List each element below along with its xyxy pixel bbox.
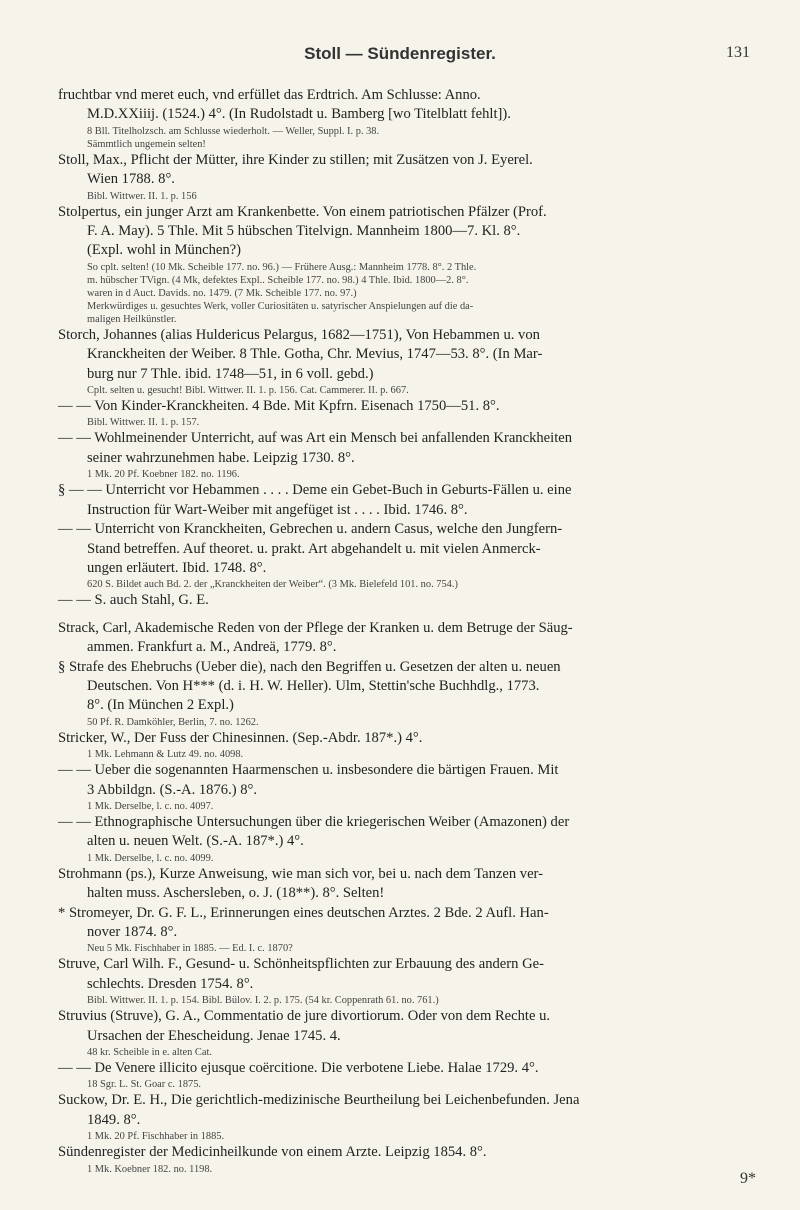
- entry-heading-line: Strack, Carl, Akademische Reden von der Pflege der Kranken u. dem Betruge der Säug-: [58, 619, 573, 636]
- entry-heading-line: § — — Unterricht vor Hebammen . . . . Deme ein Gebet-Buch in Geburts-Fällen u. eine: [58, 482, 572, 499]
- bibliography-entry: [58, 203, 778, 326]
- entry-continuation-line: Ursachen der Ehescheidung. Jenae 1745. 4.: [87, 1027, 341, 1044]
- entry-note: waren in d Auct. Davids. no. 1479. (7 Mk. Scheible 177. no. 97.): [87, 287, 357, 299]
- entry-note: Sämmtlich ungemein selten!: [87, 138, 206, 150]
- entry-continuation-line: burg nur 7 Thle. ibid. 1748—51, in 6 voll. gebd.): [87, 365, 374, 382]
- entry-heading-line: Suckow, Dr. E. H., Die gerichtlich-medizinische Beurtheilung bei Leichenbefunden. Jena: [58, 1092, 580, 1109]
- bibliography-entry: [58, 481, 778, 520]
- entry-heading-line: — — Von Kinder-Kranckheiten. 4 Bde. Mit Kpfrn. Eisenach 1750—51. 8°.: [58, 398, 500, 415]
- entry-note: Merkwürdiges u. gesuchtes Werk, voller Curiositäten u. satyrischer Anspielungen auf die da-: [87, 300, 474, 312]
- bibliography-entry: [58, 729, 778, 761]
- bibliography-entry: [58, 904, 778, 956]
- bibliography-entry: [58, 865, 778, 904]
- bibliography-entry: [58, 520, 778, 591]
- bibliography-entry: [58, 1143, 778, 1175]
- entry-continuation-line: halten muss. Aschersleben, o. J. (18**). 8°. Selten!: [87, 885, 385, 902]
- bibliography-entry: [58, 397, 778, 429]
- entry-note: Bibl. Wittwer. II. 1. p. 154. Bibl. Bülov. I. 2. p. 175. (54 kr. Coppenrath 61. no. 761.): [87, 995, 439, 1007]
- entry-continuation-line: (Expl. wohl in München?): [87, 242, 242, 259]
- bibliography-entries: [58, 86, 778, 1176]
- entry-note: 8 Bll. Titelholzsch. am Schlusse wiederholt. — Weller, Suppl. I. p. 38.: [87, 125, 380, 137]
- entry-note: 1 Mk. Derselbe, l. c. no. 4097.: [87, 800, 214, 812]
- entry-heading-line: Sündenregister der Medicinheilkunde von einem Arzte. Leipzig 1854. 8°.: [58, 1144, 487, 1161]
- bibliography-entry: [58, 1007, 778, 1059]
- entry-note: 1 Mk. 20 Pf. Fischhaber in 1885.: [87, 1131, 225, 1143]
- entry-note: 18 Sgr. L. St. Goar c. 1875.: [87, 1079, 202, 1091]
- entry-continuation-line: Wien 1788. 8°.: [87, 171, 175, 188]
- entry-continuation-line: ungen erläutert. Ibid. 1748. 8°.: [87, 559, 267, 576]
- entry-heading-line: — — Ueber die sogenannten Haarmenschen u. insbesondere die bärtigen Frauen. Mit: [58, 762, 559, 779]
- bibliography-entry: [58, 658, 778, 729]
- running-head: Stoll — Sündenregister.: [304, 44, 496, 63]
- entry-heading-line: — — S. auch Stahl, G. E.: [58, 592, 209, 609]
- entry-note: So cplt. selten! (10 Mk. Scheible 177. no. 96.) — Frühere Ausg.: Mannheim 1778. 8°. 2 Thle.: [87, 261, 477, 273]
- entry-heading-line: — — Wohlmeinender Unterricht, auf was Art ein Mensch bei anfallenden Kranckheiten: [58, 430, 573, 447]
- entry-continuation-line: Stand betreffen. Auf theoret. u. prakt. Art abgehandelt u. mit vielen Anmerck-: [87, 540, 541, 557]
- entry-note: Neu 5 Mk. Fischhaber in 1885. — Ed. I. c. 1870?: [87, 943, 293, 955]
- bibliography-entry: [58, 619, 778, 658]
- bibliography-entry: [58, 1091, 778, 1143]
- entry-note: 620 S. Bildet auch Bd. 2. der „Kranckheiten der Weiber“. (3 Mk. Bielefeld 101. no. 754.): [87, 579, 458, 591]
- entry-note: 1 Mk. 20 Pf. Koebner 182. no. 1196.: [87, 469, 240, 481]
- signature-mark: 9*: [740, 1170, 756, 1187]
- entry-continuation-line: M.D.XXiiij. (1524.) 4°. (In Rudolstadt u. Bamberg [wo Titelblatt fehlt]).: [87, 106, 511, 123]
- entry-continuation-line: alten u. neuen Welt. (S.-A. 187*.) 4°.: [87, 833, 304, 850]
- entry-heading-line: Struve, Carl Wilh. F., Gesund- u. Schönheitspflichten zur Erbauung des andern Ge-: [58, 956, 544, 973]
- entry-note: 1 Mk. Koebner 182. no. 1198.: [87, 1163, 213, 1175]
- entry-note: maligen Heilkünstler.: [87, 313, 177, 325]
- bibliography-entry: [58, 955, 778, 1007]
- entry-note: m. hübscher TVign. (4 Mk, defektes Expl.. Scheible 177. no. 98.) 4 Thle. Ibid. 1800—2. 8°.: [87, 274, 469, 286]
- entry-note: 48 kr. Scheible in e. alten Cat.: [87, 1047, 212, 1059]
- bibliography-entry: [58, 813, 778, 865]
- entry-note: Bibl. Wittwer. II. 1. p. 156: [87, 190, 197, 202]
- entry-continuation-line: Deutschen. Von H*** (d. i. H. W. Heller). Ulm, Stettin'sche Buchhdlg., 1773.: [87, 677, 540, 694]
- entry-continuation-line: F. A. May). 5 Thle. Mit 5 hübschen Titelvign. Mannheim 1800—7. Kl. 8°.: [87, 223, 521, 240]
- entry-heading-line: fruchtbar vnd meret euch, vnd erfüllet das Erdtrich. Am Schlusse: Anno.: [58, 87, 481, 103]
- page-number: 131: [726, 44, 750, 61]
- bibliography-entry: [58, 1059, 778, 1091]
- entry-continuation-line: 1849. 8°.: [87, 1111, 141, 1128]
- entry-heading-line: — — De Venere illicito ejusque coërcitione. Die verbotene Liebe. Halae 1729. 4°.: [58, 1060, 539, 1077]
- entry-continuation-line: seiner wahrzunehmen habe. Leipzig 1730. 8°.: [87, 449, 355, 466]
- entry-note: Bibl. Wittwer. II. 1. p. 157.: [87, 417, 200, 429]
- bibliography-entry: [58, 326, 778, 397]
- entry-heading-line: Stoll, Max., Pflicht der Mütter, ihre Kinder zu stillen; mit Zusätzen von J. Eyerel.: [58, 151, 533, 168]
- entry-continuation-line: Instruction für Wart-Weiber mit angefüget ist . . . . Ibid. 1746. 8°.: [87, 501, 468, 518]
- entry-note: 1 Mk. Lehmann & Lutz 49. no. 4098.: [87, 749, 244, 761]
- entry-heading-line: Stricker, W., Der Fuss der Chinesinnen. (Sep.-Abdr. 187*.) 4°.: [58, 729, 423, 746]
- entry-continuation-line: 3 Abbildgn. (S.-A. 1876.) 8°.: [87, 781, 258, 798]
- entry-heading-line: — — Unterricht von Kranckheiten, Gebrechen u. andern Casus, welche den Jungfern-: [58, 521, 563, 538]
- entry-spacer: [58, 611, 778, 619]
- entry-heading-line: * Stromeyer, Dr. G. F. L., Erinnerungen eines deutschen Arztes. 2 Bde. 2 Aufl. Han-: [58, 904, 549, 921]
- entry-continuation-line: schlechts. Dresden 1754. 8°.: [87, 975, 254, 992]
- entry-heading-line: Struvius (Struve), G. A., Commentatio de jure divortiorum. Oder von dem Rechte u.: [58, 1008, 551, 1025]
- entry-continuation-line: ammen. Frankfurt a. M., Andreä, 1779. 8°.: [87, 639, 337, 656]
- entry-note: 50 Pf. R. Damköhler, Berlin, 7. no. 1262.: [87, 716, 259, 728]
- entry-continuation-line: Kranckheiten der Weiber. 8 Thle. Gotha, Chr. Mevius, 1747—53. 8°. (In Mar-: [87, 346, 543, 363]
- entry-heading-line: § Strafe des Ehebruchs (Ueber die), nach den Begriffen u. Gesetzen der alten u. neuen: [58, 658, 561, 675]
- bibliography-entry: [58, 429, 778, 481]
- entry-continuation-line: 8°. (In München 2 Expl.): [87, 697, 234, 714]
- bibliography-entry: [58, 591, 778, 610]
- bibliography-entry: [58, 86, 778, 151]
- entry-heading-line: Stolpertus, ein junger Arzt am Krankenbette. Von einem patriotischen Pfälzer (Prof.: [58, 203, 547, 220]
- entry-note: Cplt. selten u. gesucht! Bibl. Wittwer. II. 1. p. 156. Cat. Cammerer. II. p. 667.: [87, 385, 409, 397]
- entry-heading-line: — — Ethnographische Untersuchungen über die kriegerischen Weiber (Amazonen) der: [58, 813, 570, 830]
- bibliography-entry: [58, 761, 778, 813]
- bibliography-entry: [58, 151, 778, 203]
- entry-note: 1 Mk. Derselbe, l. c. no. 4099.: [87, 852, 214, 864]
- entry-heading-line: Storch, Johannes (alias Huldericus Pelargus, 1682—1751), Von Hebammen u. von: [58, 326, 540, 343]
- entry-continuation-line: nover 1874. 8°.: [87, 924, 178, 940]
- entry-heading-line: Strohmann (ps.), Kurze Anweisung, wie man sich vor, bei u. nach dem Tanzen ver-: [58, 865, 543, 882]
